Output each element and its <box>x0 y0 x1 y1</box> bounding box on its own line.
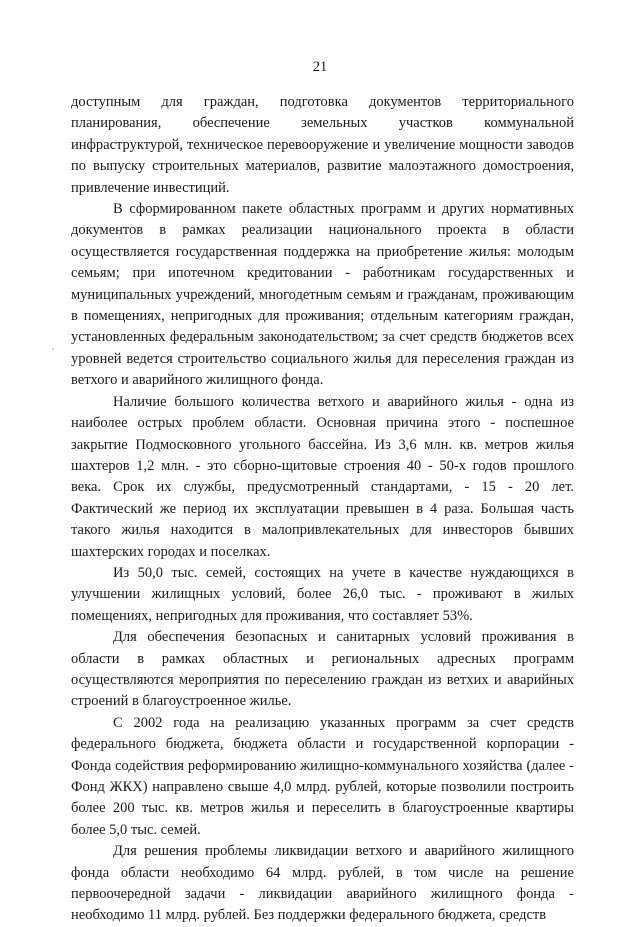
paragraph-dilapidated-housing: Наличие большого количества ветхого и аварийного жилья - одна из наиболее острых проблем области. Основная причина этого - поспешное закрытие Подмосковного угольного бассейна. Из 3,6 млн. кв. метров жилья шахтеров 1,2 млн. - это сборно-щитовые строения 40 - 50-х годов прошлого века. Срок их службы, предусмотренный стандартами, - 15 - 20 лет. Фактический же период их эксплуатации превышен в 4 раза. Большая часть такого жилья находится в малопривлекательных для инвесторов бывших шахтерских городах и поселках. <box>71 393 574 560</box>
margin-dot <box>52 348 54 350</box>
paragraph-funding-since-2002: С 2002 года на реализацию указанных программ за счет средств федерального бюджета, бюджета области и государственной корпорации - Фонда содействия реформированию жилищно-коммунального хозяйства (далее - Фонд ЖКХ) направлено свыше 4,0 млрд. рублей, которые позволили построить более 200 тыс. кв. метров жилья и переселить в благоустроенные квартиры более 5,0 тыс. семей. <box>71 714 574 838</box>
paragraph-resettlement-programs: Для обеспечения безопасных и санитарных условий проживания в области в рамках областных и региональных адресных программ осуществляются мероприятия по переселению граждан из ветхих и аварийных строений в благоустроенное жилье. <box>71 629 574 710</box>
paragraph-housing-support: В сформированном пакете областных программ и других нормативных документов в рамках реализации национального проекта в области осуществляется государственная поддержка на приобретение жилья: молодым семьям; при ипотечном кредитовании - работникам государственных и муниципальных учреждений, многодетным семьям и гражданам, проживающим в помещениях, непригодных для проживания; отдельным категориям граждан, установленных федеральным законодательством; за счет средств бюджетов всех уровней ведется строительство социального жилья для переселения граждан из ветхого и аварийного жилищного фонда. <box>71 201 574 389</box>
paragraph-continuation: доступным для граждан, подготовка документов территориального планирования, обеспечение земельных участков коммунальной инфраструктурой, техническое перевооружение и увеличение мощности заводов по выпуску строительных материалов, развитие малоэтажного домостроения, привлечение инвестиций. <box>71 94 574 196</box>
paragraph-families-on-record: Из 50,0 тыс. семей, состоящих на учете в качестве нуждающихся в улучшении жилищных условий, более 26,0 тыс. - проживают в жилых помещениях, непригодных для проживания, что составляет 53%. <box>71 564 574 624</box>
paragraph-required-funds: Для решения проблемы ликвидации ветхого и аварийного жилищного фонда области необходимо 64 млрд. рублей, в том числе на решение первоочередной задачи - ликвидации аварийного жилищного фонда - необходимо 11 млрд. рублей. Без поддержки федерального бюджета, средств <box>71 843 574 924</box>
page-number: 21 <box>312 59 328 75</box>
body-text <box>71 92 574 927</box>
